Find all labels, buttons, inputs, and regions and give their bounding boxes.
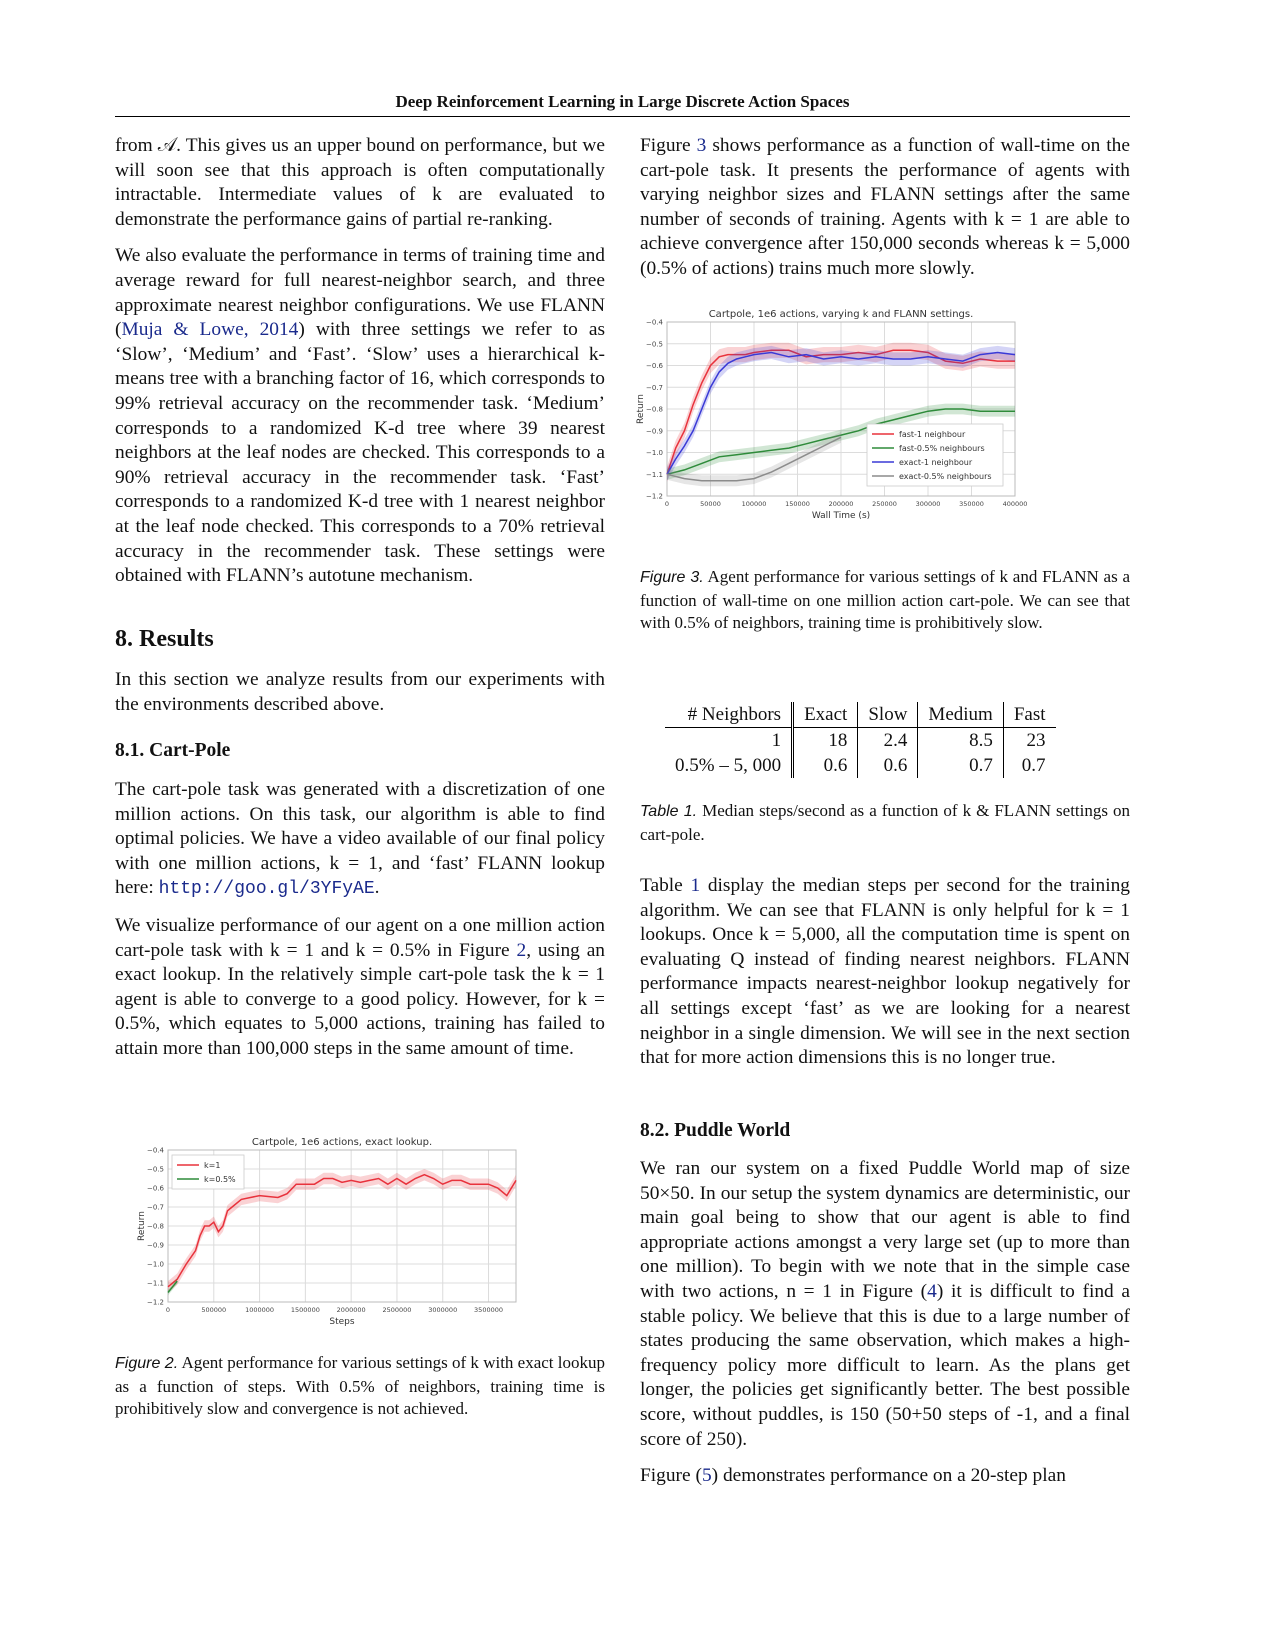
paragraph: We ran our system on a fixed Puddle World map of size 50×50. In our setup the system dynamics are deterministic, our main goal being to show that our agent is able to find appropriate actions amongst a very large set (up to more than one million). To begin with we note that in the simple case with two actions, n = 1 in Figure (4) it is difficult to find a stable policy. We believe that this is due to a large number of states producing the same observation, which makes a high-frequency policy more difficult to learn. As the plans get longer, the policies get significantly better. The best possible score, without puddles, is 150 (50+50 steps of -1, and a final score of 250).	[640, 1158, 1130, 1450]
section-heading: 8. Results	[115, 626, 214, 652]
paragraph: from 𝒜. This gives us an upper bound on performance, but we will soon see that this approach is often computationally intractable. Intermediate values of k are evaluated to demonstrate the performance gains of partial re-ranking.	[115, 135, 605, 230]
table-cell: 2.4	[858, 728, 918, 754]
y-axis-label: Return	[636, 394, 646, 424]
x-tick-label: 2000000	[336, 1306, 366, 1314]
legend-label: k=1	[204, 1161, 221, 1170]
figure-ref-link[interactable]: 2	[516, 939, 527, 961]
table-ref-link[interactable]: 1	[690, 875, 701, 896]
y-tick-label: −0.6	[147, 1184, 164, 1193]
subsection-heading: 8.1. Cart-Pole	[115, 740, 231, 761]
chart-title: Cartpole, 1e6 actions, varying k and FLANN settings.	[708, 309, 974, 320]
x-tick-label: 1000000	[245, 1306, 275, 1314]
y-tick-label: −1.0	[646, 449, 663, 457]
table-header-cell: Exact	[793, 702, 858, 728]
paragraph: In this section we analyze results from our experiments with the environments described above.	[115, 669, 605, 715]
running-header: Deep Reinforcement Learning in Large Discrete Action Spaces	[115, 92, 1130, 117]
y-tick-label: −0.4	[646, 318, 663, 327]
table-header-cell: Medium	[918, 702, 1003, 728]
right-column-lower	[640, 874, 1130, 1071]
left-column-results	[115, 668, 605, 717]
y-tick-label: −1.1	[646, 470, 663, 479]
table-cell: 1	[665, 728, 793, 754]
video-link[interactable]: http://goo.gl/3YFyAE	[158, 879, 375, 900]
table-row	[665, 728, 1056, 754]
y-tick-label: −0.9	[646, 427, 663, 436]
figure-2-chart	[120, 1130, 550, 1360]
y-tick-label: −1.2	[646, 492, 663, 501]
figure-ref-link[interactable]: 3	[696, 135, 707, 156]
results-table	[665, 702, 1056, 778]
chart-title: Cartpole, 1e6 actions, exact lookup.	[251, 1137, 433, 1148]
table-cell: 8.5	[918, 728, 1003, 754]
left-column-cartpole	[115, 778, 605, 1062]
table-header-row	[665, 702, 1056, 728]
x-tick-label: 0	[165, 1306, 171, 1314]
table-1-caption: Table 1. Median steps/second as a function of k & FLANN settings on cart-pole.	[640, 801, 1130, 844]
x-tick-label: 350000	[959, 500, 984, 508]
table-cell: 0.6	[858, 753, 918, 778]
right-column	[640, 134, 1130, 282]
paragraph: Figure (5) demonstrates performance on a 20-step plan	[640, 1465, 1066, 1487]
right-column-puddle	[640, 1157, 1130, 1489]
y-axis-label: Return	[137, 1211, 147, 1241]
y-tick-label: −0.5	[147, 1165, 164, 1174]
y-tick-label: −0.7	[147, 1203, 164, 1212]
figure-3-caption: Figure 3. Agent performance for various settings of k and FLANN as a function of wall-time on one million action cart-pole. We can see that with 0.5% of neighbors, training time is prohibitively slow.	[640, 567, 1131, 633]
paragraph: Figure 3 shows performance as a function of wall-time on the cart-pole task. It presents the performance of agents with varying neighbor sizes and FLANN settings after the same number of seconds of training. Agents with k = 1 are able to achieve convergence after 150,000 seconds whereas k = 5,000 (0.5% of actions) trains much more slowly.	[640, 135, 1130, 279]
y-tick-label: −0.8	[147, 1222, 164, 1231]
table-cell: 18	[793, 728, 858, 754]
legend-label: fast-1 neighbour	[899, 430, 966, 439]
table-cell: 23	[1026, 730, 1046, 751]
table-row	[665, 753, 1056, 778]
table-cell: 0.7	[1021, 755, 1046, 776]
subsection-heading: 8.2. Puddle World	[640, 1120, 791, 1141]
x-tick-label: 250000	[872, 500, 897, 508]
table-cell: 0.6	[793, 753, 858, 778]
table-header-cell: # Neighbors	[665, 702, 793, 728]
x-tick-label: 3000000	[428, 1306, 458, 1314]
paragraph: We also evaluate the performance in terms of training time and average reward for full nearest-neighbor search, and three approximate nearest neighbor configurations. We use FLANN (Muja & Lowe, 2014) with three settings we refer to as ‘Slow’, ‘Medium’ and ‘Fast’. ‘Slow’ uses a hierarchical k-means tree with a branching factor of 16, which corresponds to 99% retrieval accuracy on the recommender task. ‘Medium’ corresponds to a randomized K-d tree where 39 nearest neighbors at the leaf nodes are checked. This corresponds to a 90% retrieval accuracy in the recommender task. ‘Fast’ corresponds to a randomized K-d tree with 1 nearest neighbor at the leaf node checked. This corresponds to a 70% retrieval accuracy in the recommender task. These settings were obtained with FLANN’s autotune mechanism.	[115, 245, 605, 587]
y-tick-label: −1.1	[147, 1279, 164, 1288]
x-tick-label: 500000	[201, 1306, 227, 1314]
figure-3-chart	[636, 309, 1065, 554]
x-tick-label: 3500000	[474, 1306, 504, 1314]
legend-label: k=0.5%	[204, 1175, 236, 1184]
y-tick-label: −0.5	[646, 340, 663, 349]
paragraph: The cart-pole task was generated with a discretization of one million actions. On this task, our algorithm is able to find optimal policies. We have a video available of our final policy with one million actions, k = 1, and ‘fast’ FLANN lookup here: http://goo.gl/3YFyAE.	[115, 779, 605, 900]
paragraph: We visualize performance of our agent on a one million action cart-pole task with k = 1 and k = 0.5% in Figure 2, using an exact lookup. In the relatively simple cart-pole task the k = 1 agent is able to converge to a good policy. However, for k = 0.5%, which equates to 5,000 actions, training has failed to attain more than 100,000 steps in the same amount of time.	[115, 914, 605, 1059]
y-tick-label: −1.0	[147, 1260, 164, 1269]
x-tick-label: 400000	[1002, 500, 1028, 508]
y-tick-label: −0.4	[147, 1146, 164, 1155]
figure-ref-link[interactable]: 5	[701, 1465, 712, 1487]
table-header-cell: Slow	[858, 702, 918, 728]
y-tick-label: −0.8	[646, 405, 663, 414]
x-axis-label: Steps	[329, 1317, 355, 1327]
x-tick-label: 2500000	[382, 1306, 412, 1314]
x-tick-label: 50000	[700, 500, 721, 508]
paragraph: Table 1 display the median steps per second for the training algorithm. We can see that FLANN is only helpful for k = 1 lookups. Once k = 5,000, all the computation time is spent on evaluating Q instead of finding nearest neighbors. FLANN performance impacts nearest-neighbor lookup negatively for all settings except ‘fast’ as we are looking for a nearest neighbor in a single dimension. We will see in the next section that for more action dimensions this is no longer true.	[640, 875, 1130, 1069]
table-cell: 0.7	[918, 753, 1003, 778]
x-axis-label: Wall Time (s)	[811, 511, 871, 521]
table-cell: 0.5% – 5, 000	[665, 753, 793, 778]
x-tick-label: 0	[664, 500, 670, 508]
x-tick-label: 300000	[915, 500, 941, 508]
table-header-cell: Fast	[1003, 702, 1055, 728]
x-tick-label: 1500000	[290, 1306, 320, 1314]
x-tick-label: 100000	[741, 500, 767, 508]
citation-link[interactable]: Muja & Lowe, 2014	[121, 319, 299, 341]
left-column	[115, 134, 605, 589]
legend-label: fast-0.5% neighbours	[899, 444, 985, 453]
legend-label: exact-1 neighbour	[899, 458, 973, 467]
x-tick-label: 150000	[785, 500, 810, 508]
y-tick-label: −0.6	[646, 362, 663, 370]
y-tick-label: −0.9	[147, 1241, 164, 1250]
figure-ref-link[interactable]: 4	[927, 1280, 937, 1302]
y-tick-label: −0.7	[646, 383, 663, 392]
legend-label: exact-0.5% neighbours	[899, 472, 992, 481]
x-tick-label: 200000	[828, 500, 854, 508]
y-tick-label: −1.2	[147, 1298, 164, 1307]
figure-2-caption: Figure 2. Agent performance for various settings of k with exact lookup as a function of steps. With 0.5% of neighbors, training time is prohibitively slow and convergence is not achieved.	[115, 1353, 606, 1419]
